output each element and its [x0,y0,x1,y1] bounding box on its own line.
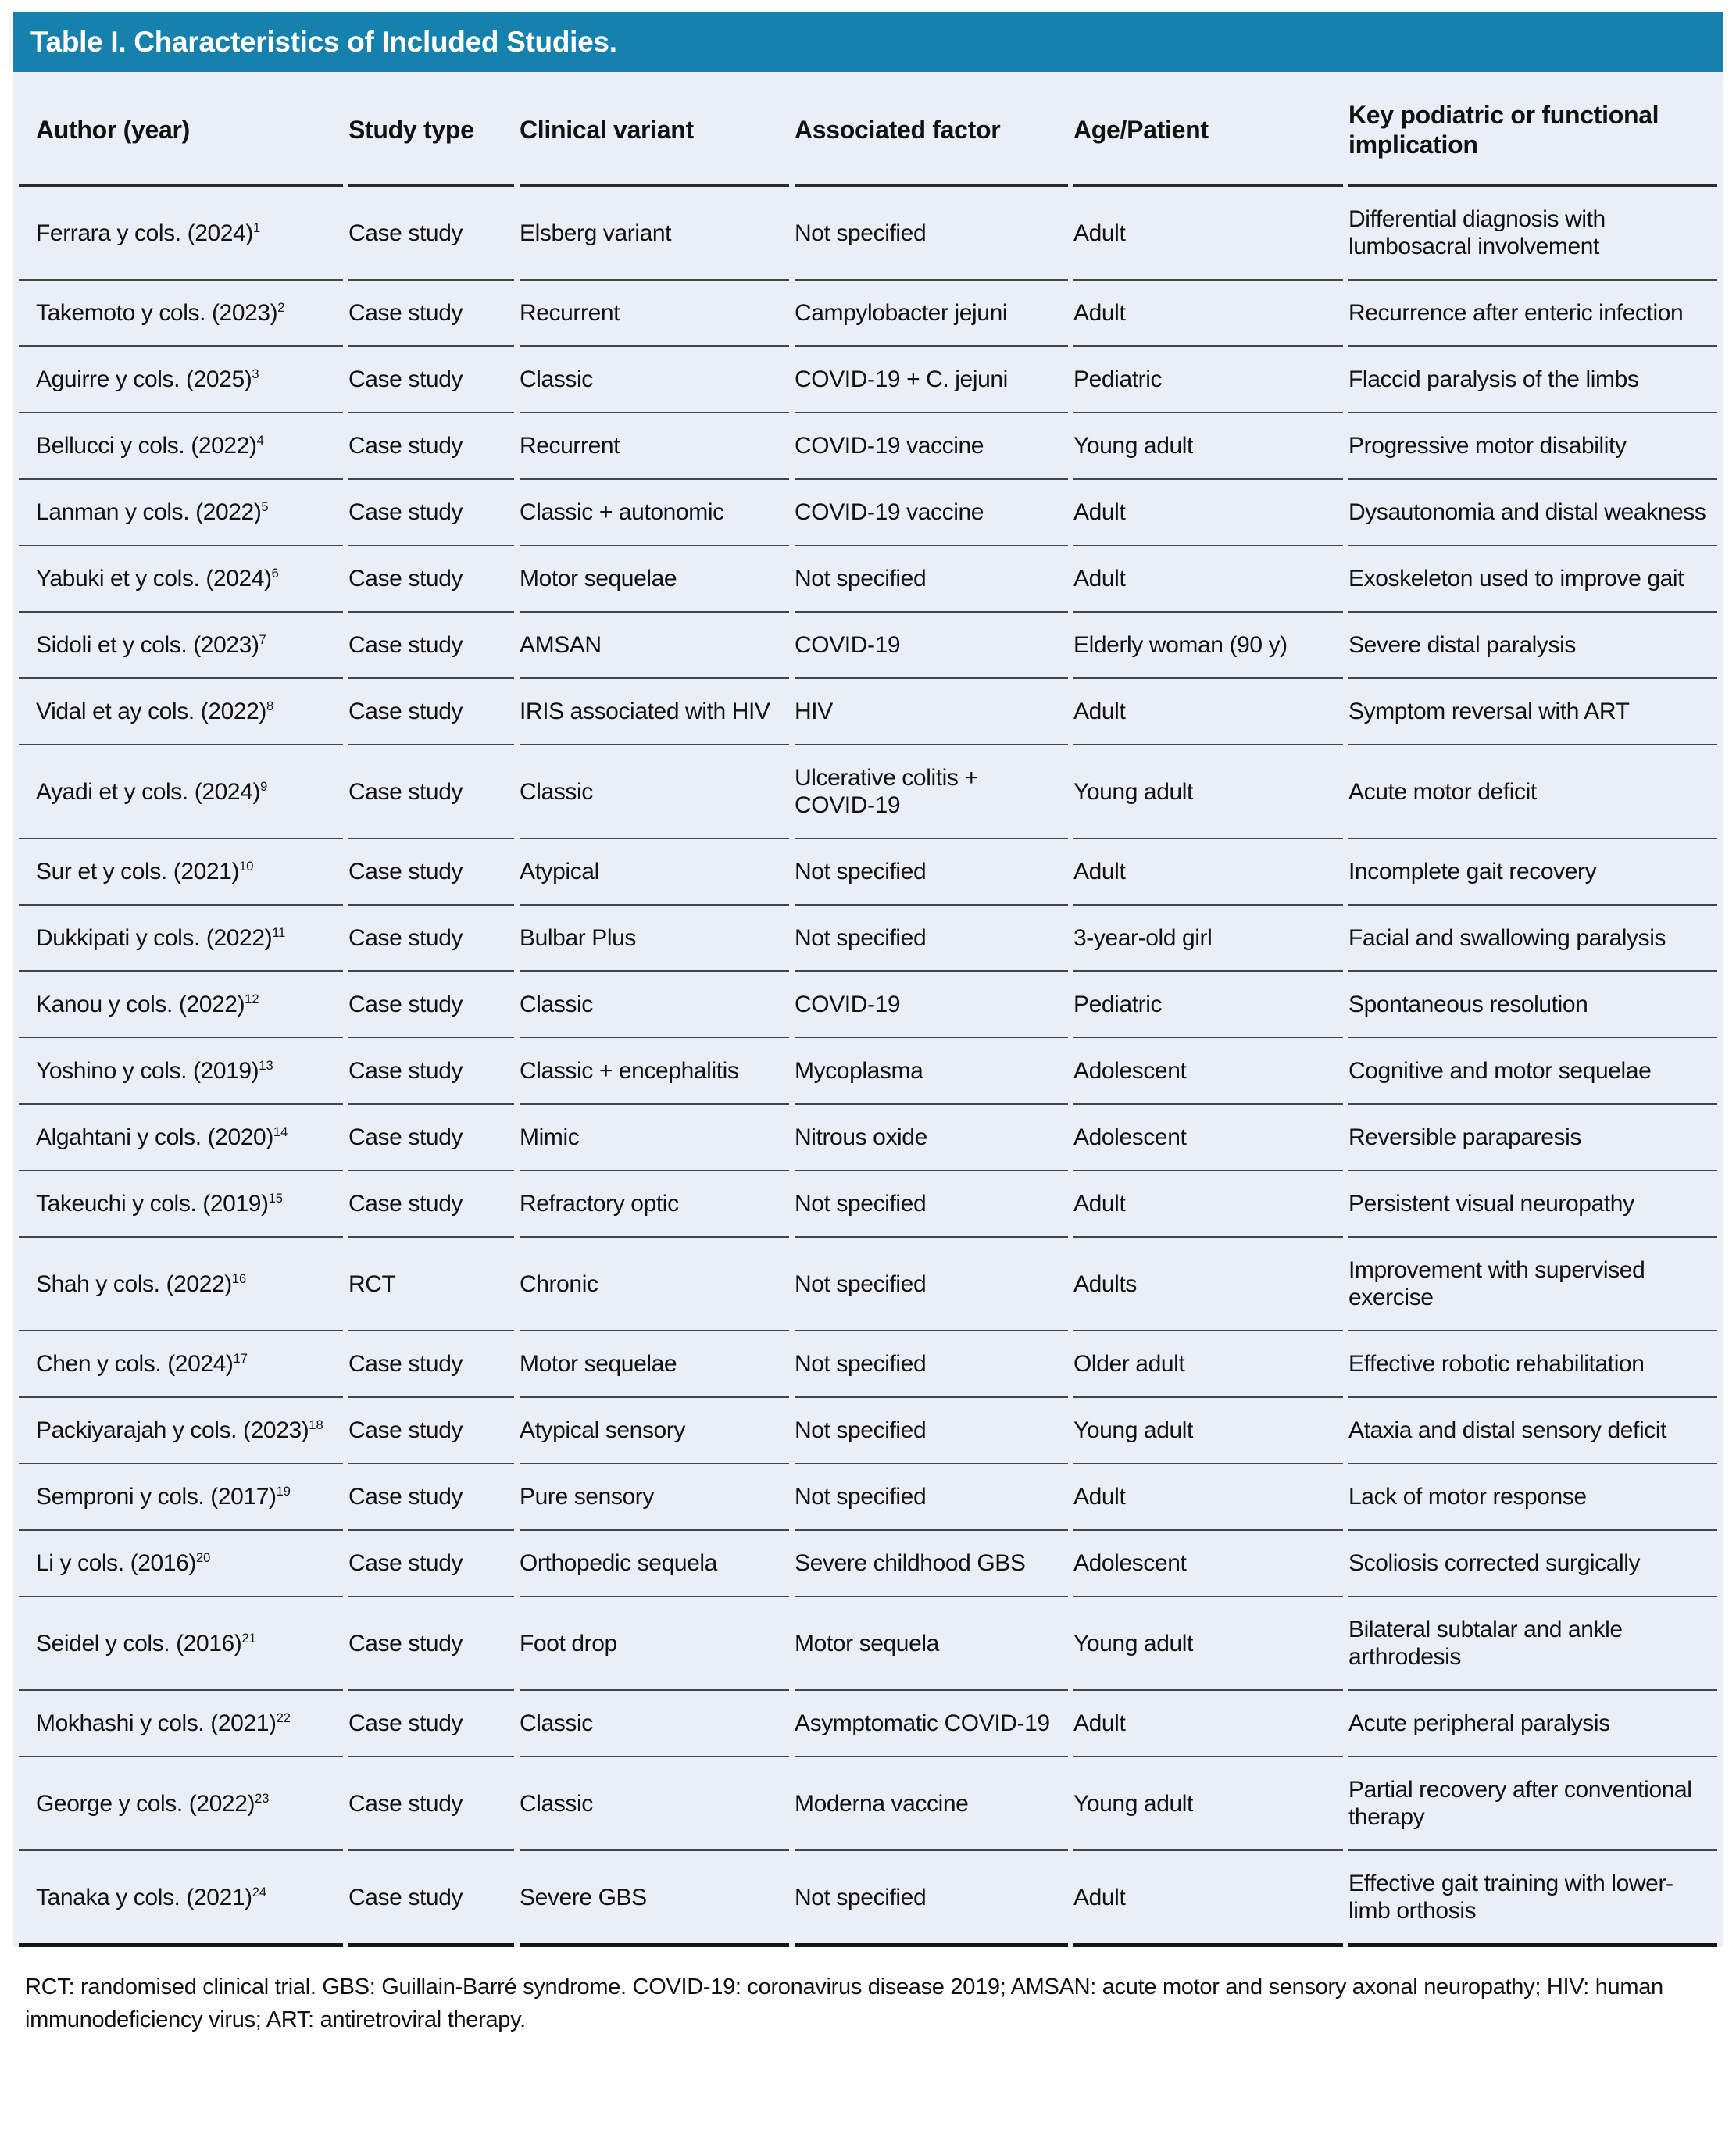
study-type-cell: Case study [348,480,514,546]
header-row [19,72,1717,187]
author-cell [19,1171,343,1238]
table-row [19,1105,1717,1171]
table-row [19,1691,1717,1757]
author-cell [19,1531,343,1597]
reference-superscript: 12 [245,992,259,1006]
author-text: Li y cols. (2016) [36,1550,196,1576]
age-patient-cell: Adult [1073,1464,1343,1531]
reference-superscript: 1 [252,220,261,235]
implication-cell: Flaccid paralysis of the limbs [1348,347,1717,413]
author-text: Tanaka y cols. (2021) [36,1884,252,1910]
table-row [19,347,1717,413]
table-row [19,1757,1717,1851]
author-text: Sur et y cols. (2021) [36,859,240,885]
implication-cell: Effective robotic rehabilitation [1348,1331,1717,1398]
study-type-cell: Case study [348,679,514,745]
clinical-variant-cell: Refractory optic [520,1171,789,1238]
implication-cell: Lack of motor response [1348,1464,1717,1531]
associated-factor-cell: COVID-19 vaccine [795,480,1068,546]
table-row [19,546,1717,613]
associated-factor-cell: Not specified [795,839,1068,906]
author-cell [19,1398,343,1464]
associated-factor-cell: HIV [795,679,1068,745]
associated-factor-cell: Moderna vaccine [795,1757,1068,1851]
author-cell [19,679,343,745]
age-patient-cell: Adolescent [1073,1105,1343,1171]
implication-cell: Exoskeleton used to improve gait [1348,546,1717,613]
implication-cell: Recurrence after enteric infection [1348,281,1717,347]
table-row [19,1531,1717,1597]
associated-factor-cell: Campylobacter jejuni [795,281,1068,347]
associated-factor-cell: Not specified [795,1238,1068,1331]
associated-factor-cell: Not specified [795,1331,1068,1398]
implication-cell: Dysautonomia and distal weakness [1348,480,1717,546]
implication-cell: Severe distal paralysis [1348,613,1717,679]
author-text: Algahtani y cols. (2020) [36,1124,273,1150]
author-cell [19,281,343,347]
reference-superscript: 3 [252,367,259,381]
table-row [19,413,1717,480]
study-type-cell: Case study [348,1691,514,1757]
table-row [19,1851,1717,1947]
implication-cell: Acute motor deficit [1348,745,1717,839]
associated-factor-cell: Not specified [795,187,1068,281]
age-patient-cell: Adult [1073,1691,1343,1757]
implication-cell: Symptom reversal with ART [1348,679,1717,745]
author-text: Packiyarajah y cols. (2023) [36,1417,309,1443]
reference-superscript: 2 [277,301,285,315]
age-patient-cell: Young adult [1073,1398,1343,1464]
associated-factor-cell: Not specified [795,1464,1068,1531]
author-cell [19,1691,343,1757]
implication-cell: Incomplete gait recovery [1348,839,1717,906]
author-cell [19,839,343,906]
associated-factor-cell: Asymptomatic COVID-19 [795,1691,1068,1757]
table-header [19,72,1717,187]
column-header-study-type: Study type [348,72,514,187]
age-patient-cell: Adult [1073,679,1343,745]
study-type-cell: Case study [348,1531,514,1597]
table-row [19,679,1717,745]
study-type-cell: Case study [348,1597,514,1691]
author-cell [19,480,343,546]
author-cell [19,1464,343,1531]
reference-superscript: 14 [273,1125,288,1139]
table-body [19,187,1717,1947]
clinical-variant-cell: Classic [520,347,789,413]
reference-superscript: 21 [241,1631,256,1646]
implication-cell: Cognitive and motor sequelae [1348,1038,1717,1105]
implication-cell: Scoliosis corrected surgically [1348,1531,1717,1597]
clinical-variant-cell: Classic + autonomic [520,480,789,546]
implication-cell: Ataxia and distal sensory deficit [1348,1398,1717,1464]
reference-superscript: 19 [276,1485,291,1499]
author-text: Aguirre y cols. (2025) [36,366,252,392]
table-row [19,613,1717,679]
study-type-cell: Case study [348,413,514,480]
column-header-associated-factor: Associated factor [795,72,1068,187]
reference-superscript: 22 [276,1711,291,1725]
table-row [19,1238,1717,1331]
clinical-variant-cell: Atypical [520,839,789,906]
author-cell [19,1851,343,1947]
clinical-variant-cell: Classic [520,972,789,1038]
author-cell [19,613,343,679]
age-patient-cell: Adult [1073,546,1343,613]
age-patient-cell: Older adult [1073,1331,1343,1398]
clinical-variant-cell: Classic + encephalitis [520,1038,789,1105]
author-cell [19,1105,343,1171]
study-type-cell: Case study [348,839,514,906]
study-type-cell: Case study [348,187,514,281]
associated-factor-cell: Not specified [795,546,1068,613]
age-patient-cell: Young adult [1073,1757,1343,1851]
table-row [19,480,1717,546]
implication-cell: Persistent visual neuropathy [1348,1171,1717,1238]
clinical-variant-cell: Pure sensory [520,1464,789,1531]
implication-cell: Differential diagnosis with lumbosacral involvement [1348,187,1717,281]
table-row [19,1398,1717,1464]
clinical-variant-cell: Motor sequelae [520,1331,789,1398]
age-patient-cell: Young adult [1073,413,1343,480]
author-text: Lanman y cols. (2022) [36,499,262,525]
author-cell [19,1331,343,1398]
study-type-cell: Case study [348,1331,514,1398]
table-row [19,1171,1717,1238]
associated-factor-cell: Not specified [795,1171,1068,1238]
author-text: Ayadi et y cols. (2024) [36,778,261,805]
clinical-variant-cell: Motor sequelae [520,546,789,613]
associated-factor-cell: Severe childhood GBS [795,1531,1068,1597]
reference-superscript: 10 [239,860,254,874]
reference-superscript: 17 [233,1352,248,1366]
author-cell [19,546,343,613]
associated-factor-cell: Motor sequela [795,1597,1068,1691]
author-text: Sidoli et y cols. (2023) [36,632,259,658]
study-type-cell: Case study [348,613,514,679]
study-type-cell: Case study [348,1038,514,1105]
table-row [19,1464,1717,1531]
studies-table [13,72,1723,1947]
age-patient-cell: Young adult [1073,745,1343,839]
age-patient-cell: 3-year-old girl [1073,906,1343,972]
implication-cell: Spontaneous resolution [1348,972,1717,1038]
reference-superscript: 8 [266,699,274,713]
table-title: Table I. Characteristics of Included Studies. [30,25,617,58]
reference-superscript: 24 [252,1885,267,1899]
clinical-variant-cell: Orthopedic sequela [520,1531,789,1597]
study-type-cell: RCT [348,1238,514,1331]
clinical-variant-cell: Classic [520,1691,789,1757]
author-cell [19,745,343,839]
clinical-variant-cell: Atypical sensory [520,1398,789,1464]
study-type-cell: Case study [348,906,514,972]
implication-cell: Progressive motor disability [1348,413,1717,480]
author-text: Vidal et ay cols. (2022) [36,699,267,724]
column-header-clinical-variant: Clinical variant [520,72,789,187]
clinical-variant-cell: Severe GBS [520,1851,789,1947]
column-header-age-patient: Age/Patient [1073,72,1343,187]
author-text: Dukkipati y cols. (2022) [36,925,273,951]
author-cell [19,972,343,1038]
implication-cell: Reversible paraparesis [1348,1105,1717,1171]
age-patient-cell: Adult [1073,1171,1343,1238]
author-cell [19,1597,343,1691]
author-text: Semproni y cols. (2017) [36,1484,277,1510]
reference-superscript: 6 [271,566,279,581]
age-patient-cell: Adult [1073,281,1343,347]
associated-factor-cell: COVID-19 [795,613,1068,679]
associated-factor-cell: Not specified [795,1851,1068,1947]
author-cell [19,347,343,413]
author-text: Takeuchi y cols. (2019) [36,1191,269,1217]
author-text: Seidel y cols. (2016) [36,1630,242,1656]
author-cell [19,187,343,281]
study-type-cell: Case study [348,281,514,347]
author-text: Ferrara y cols. (2024) [36,220,253,246]
study-type-cell: Case study [348,1171,514,1238]
age-patient-cell: Pediatric [1073,347,1343,413]
study-type-cell: Case study [348,972,514,1038]
table-row [19,1038,1717,1105]
table-row [19,281,1717,347]
age-patient-cell: Adolescent [1073,1531,1343,1597]
column-header-author: Author (year) [19,72,343,187]
clinical-variant-cell: AMSAN [520,613,789,679]
author-text: George y cols. (2022) [36,1790,255,1817]
author-text: Kanou y cols. (2022) [36,992,245,1017]
study-type-cell: Case study [348,1757,514,1851]
reference-superscript: 20 [195,1551,211,1565]
age-patient-cell: Adult [1073,480,1343,546]
clinical-variant-cell: Recurrent [520,413,789,480]
associated-factor-cell: Not specified [795,1398,1068,1464]
clinical-variant-cell: Recurrent [520,281,789,347]
table-row [19,1331,1717,1398]
table-title-bar [13,12,1723,72]
reference-superscript: 11 [272,926,286,940]
table-row [19,839,1717,906]
author-text: Takemoto y cols. (2023) [36,300,278,326]
reference-superscript: 23 [255,1791,270,1806]
implication-cell: Improvement with supervised exercise [1348,1238,1717,1331]
clinical-variant-cell: Foot drop [520,1597,789,1691]
clinical-variant-cell: Classic [520,1757,789,1851]
age-patient-cell: Elderly woman (90 y) [1073,613,1343,679]
study-type-cell: Case study [348,546,514,613]
reference-superscript: 13 [259,1059,273,1073]
age-patient-cell: Adolescent [1073,1038,1343,1105]
study-type-cell: Case study [348,1464,514,1531]
associated-factor-cell: Nitrous oxide [795,1105,1068,1171]
age-patient-cell: Adult [1073,1851,1343,1947]
implication-cell: Bilateral subtalar and ankle arthrodesis [1348,1597,1717,1691]
column-header-implication: Key podiatric or functional implication [1348,72,1717,187]
clinical-variant-cell: Bulbar Plus [520,906,789,972]
clinical-variant-cell: Classic [520,745,789,839]
associated-factor-cell: Not specified [795,906,1068,972]
study-type-cell: Case study [348,1398,514,1464]
author-cell [19,906,343,972]
reference-superscript: 5 [261,500,269,514]
age-patient-cell: Young adult [1073,1597,1343,1691]
author-text: Shah y cols. (2022) [36,1270,232,1297]
author-text: Bellucci y cols. (2022) [36,433,257,459]
clinical-variant-cell: Chronic [520,1238,789,1331]
implication-cell: Effective gait training with lower-limb orthosis [1348,1851,1717,1947]
table-row [19,745,1717,839]
reference-superscript: 9 [260,779,268,794]
age-patient-cell: Adults [1073,1238,1343,1331]
age-patient-cell: Pediatric [1073,972,1343,1038]
author-text: Chen y cols. (2024) [36,1351,234,1377]
author-cell [19,1757,343,1851]
author-text: Yoshino y cols. (2019) [36,1058,259,1084]
study-type-cell: Case study [348,1851,514,1947]
author-cell [19,1038,343,1105]
implication-cell: Acute peripheral paralysis [1348,1691,1717,1757]
reference-superscript: 18 [309,1418,323,1432]
associated-factor-cell: COVID-19 [795,972,1068,1038]
table-row [19,972,1717,1038]
study-type-cell: Case study [348,745,514,839]
author-cell [19,413,343,480]
author-cell [19,1238,343,1331]
clinical-variant-cell: Elsberg variant [520,187,789,281]
implication-cell: Partial recovery after conventional therapy [1348,1757,1717,1851]
study-type-cell: Case study [348,347,514,413]
associated-factor-cell: COVID-19 vaccine [795,413,1068,480]
table-footnote: RCT: randomised clinical trial. GBS: Guillain-Barré syndrome. COVID-19: coronavirus disease 2019; AMSAN: acute motor and sensory axonal neuropathy; HIV: human immunodeficiency virus; ART: antiretroviral therapy. [25,1975,1663,2032]
author-text: Yabuki et y cols. (2024) [36,566,272,591]
table-row [19,187,1717,281]
author-text: Mokhashi y cols. (2021) [36,1710,277,1736]
age-patient-cell: Adult [1073,839,1343,906]
associated-factor-cell: COVID-19 + C. jejuni [795,347,1068,413]
reference-superscript: 15 [268,1192,283,1206]
study-type-cell: Case study [348,1105,514,1171]
reference-superscript: 4 [256,434,264,448]
reference-superscript: 16 [231,1271,247,1286]
table-row [19,906,1717,972]
table-row [19,1597,1717,1691]
implication-cell: Facial and swallowing paralysis [1348,906,1717,972]
associated-factor-cell: Mycoplasma [795,1038,1068,1105]
associated-factor-cell: Ulcerative colitis + COVID-19 [795,745,1068,839]
clinical-variant-cell: Mimic [520,1105,789,1171]
reference-superscript: 7 [259,633,266,647]
age-patient-cell: Adult [1073,187,1343,281]
clinical-variant-cell: IRIS associated with HIV [520,679,789,745]
